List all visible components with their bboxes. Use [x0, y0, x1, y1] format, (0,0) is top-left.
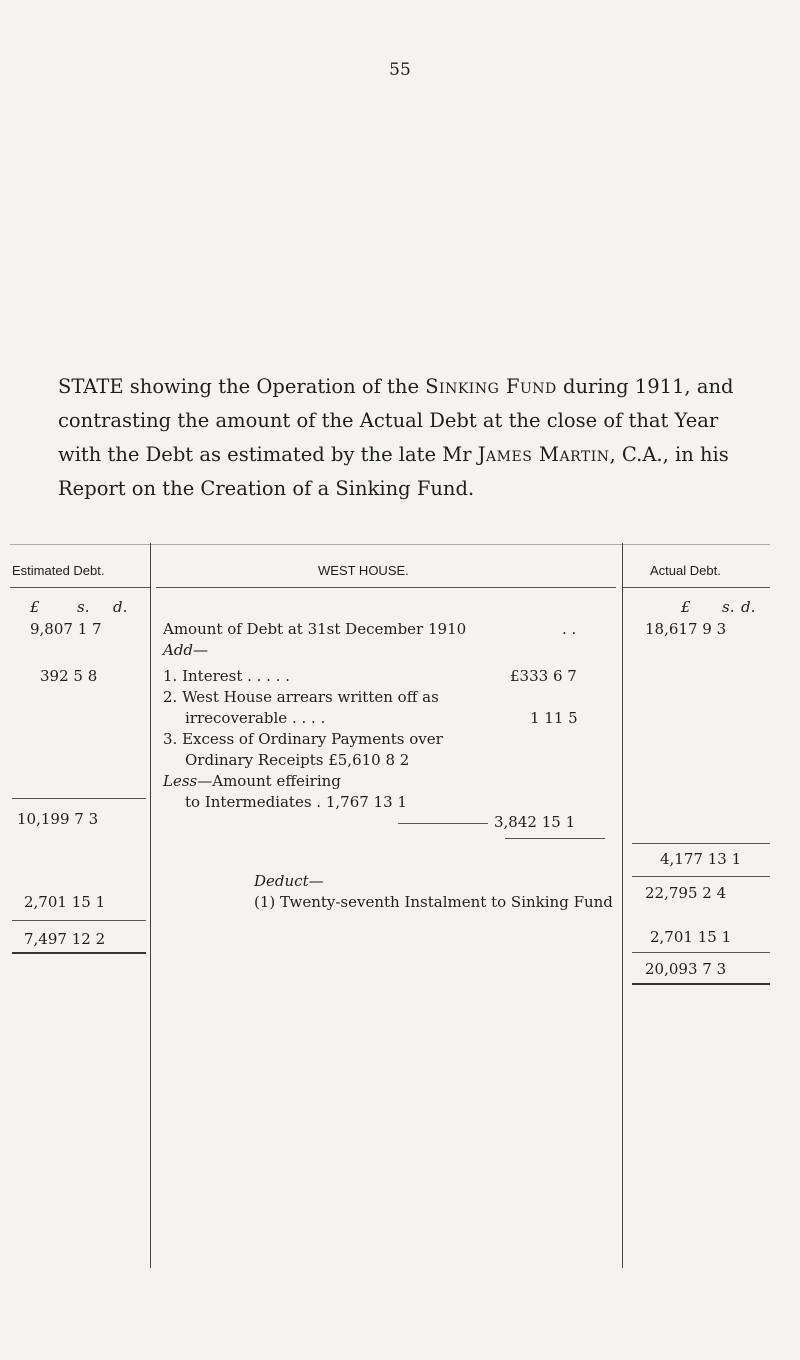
arrears-value: 1 11 5	[530, 709, 578, 727]
estimated-subtotal: 10,199 7 3	[17, 810, 99, 828]
excess-dash-rule	[398, 823, 488, 824]
right-column-divider	[622, 543, 623, 1268]
arrears-label-line1: 2. West House arrears written off as	[163, 688, 439, 706]
estimated-header-rule	[10, 587, 150, 588]
middle-header-rule	[156, 587, 616, 588]
title-part-2: during 1911, and contrasting the amount of the Actual Debt at the close of that Year with the Debt as estimated by the late Mr	[58, 375, 734, 466]
excess-label-line1: 3. Excess of Ordinary Payments over	[163, 730, 443, 748]
arrears-label-line2: irrecoverable . . . .	[185, 709, 326, 727]
estimated-add: 392 5 8	[40, 667, 98, 685]
actual-opening: 18,617 9 3	[645, 620, 727, 638]
estimated-total: 7,497 12 2	[24, 930, 106, 948]
less-line	[163, 772, 341, 790]
actual-pound-symbol: £	[681, 598, 691, 616]
interest-value: £333 6 7	[510, 667, 577, 685]
actual-header-rule	[623, 587, 770, 588]
estimated-subtotal-rule	[12, 798, 146, 799]
left-column-divider	[150, 543, 151, 1268]
title-james-martin: James Martin	[477, 443, 610, 466]
actual-total: 20,093 7 3	[645, 960, 727, 978]
actual-add-rule	[632, 843, 770, 844]
document-title	[58, 370, 758, 506]
actual-add-total: 4,177 13 1	[660, 850, 742, 868]
excess-label-line4: to Intermediates . 1,767 13 1	[185, 793, 407, 811]
actual-shilling-symbol: s.	[722, 598, 735, 616]
title-part-1: STATE showing the Operation of the	[58, 375, 419, 398]
estimated-deduct: 2,701 15 1	[24, 893, 106, 911]
excess-value: 3,842 15 1	[494, 813, 576, 831]
sinking-fund-instalment-label: (1) Twenty-seventh Instalment to Sinking Fund	[254, 893, 613, 911]
actual-subtotal: 22,795 2 4	[645, 884, 727, 902]
excess-label-line2: Ordinary Receipts £5,610 8 2	[185, 751, 410, 769]
estimated-total-rule	[12, 920, 146, 921]
opening-debt-dots: . .	[562, 620, 577, 638]
estimated-opening: 9,807 1 7	[30, 620, 102, 638]
header-estimated-debt: Estimated Debt.	[12, 563, 105, 578]
actual-deduct: 2,701 15 1	[650, 928, 732, 946]
interest-label: 1. Interest . . . . .	[163, 667, 291, 685]
add-label: Add—	[163, 641, 209, 659]
header-west-house: WEST HOUSE.	[318, 563, 409, 578]
actual-subtotal-rule	[632, 876, 770, 877]
actual-double-rule	[632, 983, 770, 985]
estimated-pence-symbol: d.	[113, 598, 128, 616]
estimated-shilling-symbol: s.	[77, 598, 90, 616]
opening-debt-label: Amount of Debt at 31st December 1910	[163, 620, 467, 638]
actual-total-rule	[632, 952, 770, 953]
deduct-label: Deduct—	[254, 872, 324, 890]
actual-pence-symbol: d.	[741, 598, 756, 616]
less-label: Less	[163, 772, 198, 790]
top-rule	[10, 544, 770, 545]
page-number: 55	[389, 60, 411, 80]
title-sinking-fund: Sinking Fund	[425, 375, 557, 398]
estimated-pound-symbol: £	[30, 598, 40, 616]
header-actual-debt: Actual Debt.	[650, 563, 721, 578]
add-subtotal-rule	[505, 838, 605, 839]
title-part-3: , C.A., in his Report on the Creation of a Sinking Fund.	[58, 443, 729, 500]
estimated-double-rule	[12, 952, 146, 954]
less-text: —Amount effeiring	[197, 772, 341, 790]
